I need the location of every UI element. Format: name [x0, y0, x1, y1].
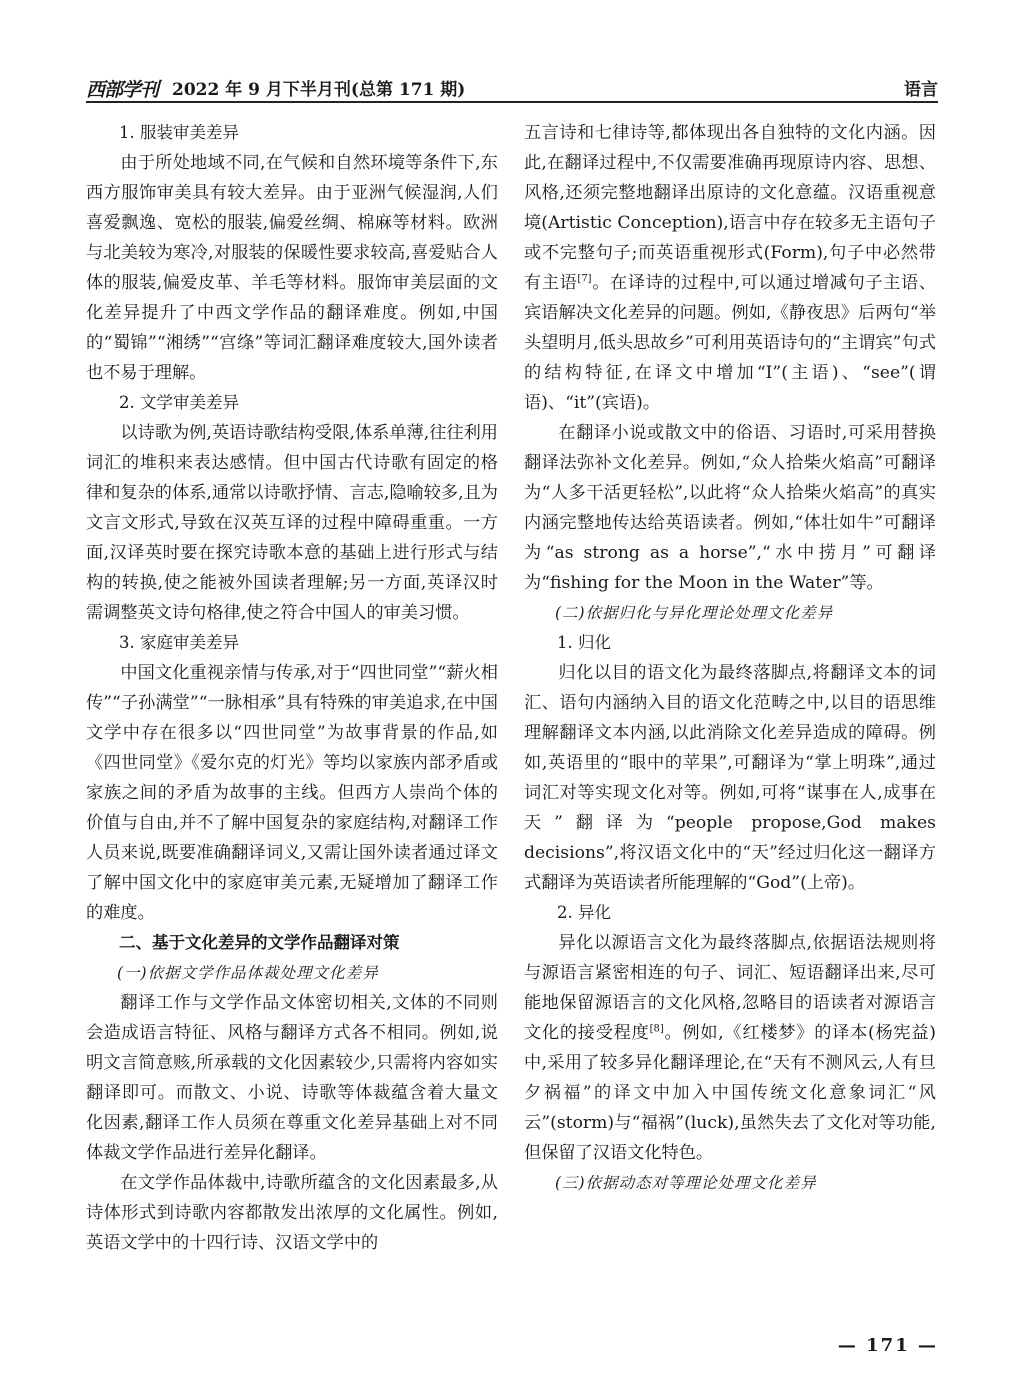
paragraph: 异化以源语言文化为最终落脚点,依据语法规则将与源语言紧密相连的句子、词汇、短语翻译出来,尽可能地保留源语言的文化风格,忽略目的语读者对源语言文化的接受程度[8]。例如,《红楼梦》的译本(杨宪益)中,采用了较多异化翻译理论,在“天有不测风云,人有旦夕祸福”的译文中加入中国传统文化意象词汇“风云”(storm)与“福祸”(luck),虽然失去了文化对等功能,但保留了汉语文化特色。 — [524, 933, 936, 1163]
subheading-clothing: 1. 服装审美差异 — [119, 123, 239, 142]
issue-info: 2022 年 9 月下半月刊(总第 171 期) — [172, 80, 466, 100]
page-number: — 171 — — [837, 1335, 938, 1356]
subheading-domestication: 1. 归化 — [557, 633, 611, 652]
paragraph: 五言诗和七律诗等,都体现出各自独特的文化内涵。因此,在翻译过程中,不仅需要准确再现原诗内容、思想、风格,还须完整地翻译出原诗的文化意蕴。汉语重视意境(Artistic Conception),语言中存在较多无主语句子或不完整句子;而英语重视形式(Form),句子中必然带有主语[7]。在译诗的过程中,可以通过增减句子主语、宾语解决文化差异的问题。例如,《静夜思》后两句“举头望明月,低头思故乡”可利用英语诗句的“主谓宾”句式的结构特征,在译文中增加“I”(主语)、“see”(谓语)、“it”(宾语)。 — [524, 123, 936, 413]
subheading-literature: 2. 文学审美差异 — [119, 393, 239, 412]
journal-logo: 西部学刊 — [86, 79, 159, 101]
citation-ref[interactable]: [7] — [577, 273, 592, 285]
paragraph: 归化以目的语文化为最终落脚点,将翻译文本的词汇、语句内涵纳入目的语文化范畴之中,以目的语思维理解翻译文本内涵,以此消除文化差异造成的障碍。例如,英语里的“眼中的苹果”,可翻译为“掌上明珠”,通过词汇对等实现文化对等。例如,可将“谋事在人,成事在天”翻译为“people propose,God makes decisions”,将汉语文化中的“天”经过归化这一翻译方式翻译为英语读者所能理解的“God”(上帝)。 — [524, 663, 936, 893]
section-name: 语言 — [904, 80, 938, 100]
paragraph: 由于所处地域不同,在气候和自然环境等条件下,东西方服饰审美具有较大差异。由于亚洲气候湿润,人们喜爱飘逸、宽松的服装,偏爱丝绸、棉麻等材料。欧洲与北美较为寒冷,对服装的保暖性要求较高,喜爱贴合人体的服装,偏爱皮革、羊毛等材料。服饰审美层面的文化差异提升了中西文学作品的翻译难度。例如,中国的“蜀锦”“湘绣”“宫绦”等词汇翻译难度较大,国外读者也不易于理解。 — [86, 153, 498, 383]
paragraph: 翻译工作与文学作品文体密切相关,文体的不同则会造成语言特征、风格与翻译方式各不相同。例如,说明文言简意赅,所承载的文化因素较少,只需将内容如实翻译即可。而散文、小说、诗歌等体裁蕴含着大量文化因素,翻译工作人员须在尊重文化差异基础上对不同体裁文学作品进行差异化翻译。 — [86, 993, 498, 1163]
citation-ref[interactable]: [8] — [649, 1023, 664, 1035]
subsection-heading: (三)依据动态对等理论处理文化差异 — [555, 1174, 817, 1192]
paragraph: 以诗歌为例,英语诗歌结构受限,体系单薄,往往利用词汇的堆积来表达感情。但中国古代诗歌有固定的格律和复杂的体系,通常以诗歌抒情、言志,隐喻较多,且为文言文形式,导致在汉英互译的过程中障碍重重。一方面,汉译英时要在探究诗歌本意的基础上进行形式与结构的转换,使之能被外国读者理解;另一方面,英译汉时需调整英文诗句格律,使之符合中国人的审美习惯。 — [86, 423, 498, 623]
paragraph: 在翻译小说或散文中的俗语、习语时,可采用替换翻译法弥补文化差异。例如,“众人拾柴火焰高”可翻译为“人多干活更轻松”,以此将“众人拾柴火焰高”的真实内涵完整地传达给英语读者。例如,“体壮如牛”可翻译为“as strong as a horse”,“水中捞月”可翻译为“fishing for the Moon in the Water”等。 — [524, 423, 936, 593]
subsection-heading: (一)依据文学作品体裁处理文化差异 — [117, 964, 379, 982]
subsection-heading: (二)依据归化与异化理论处理文化差异 — [555, 604, 834, 622]
paragraph: 中国文化重视亲情与传承,对于“四世同堂”“薪火相传”“子孙满堂”“一脉相承”具有特殊的审美追求,在中国文学中存在很多以“四世同堂”为故事背景的作品,如《四世同堂》《爱尔克的灯光》等均以家族内部矛盾或家族之间的矛盾为故事的主线。但西方人崇尚个体的价值与自由,并不了解中国复杂的家庭结构,对翻译工作人员来说,既要准确翻译词义,又需让国外读者通过译文了解中国文化中的家庭审美元素,无疑增加了翻译工作的难度。 — [86, 663, 498, 923]
left-column — [86, 118, 498, 1258]
section-heading: 二、基于文化差异的文学作品翻译对策 — [119, 933, 400, 952]
subheading-foreignization: 2. 异化 — [557, 903, 611, 922]
paragraph: 在文学作品体裁中,诗歌所蕴含的文化因素最多,从诗体形式到诗歌内容都散发出浓厚的文化属性。例如,英语文学中的十四行诗、汉语文学中的 — [86, 1173, 498, 1253]
right-column — [524, 118, 936, 1198]
subheading-family: 3. 家庭审美差异 — [119, 633, 239, 652]
running-header — [86, 73, 938, 103]
